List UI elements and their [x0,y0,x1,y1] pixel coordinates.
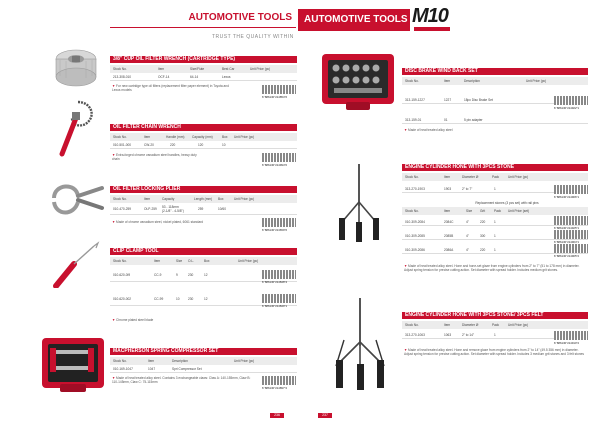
td: CW-20 [144,143,154,147]
td: 259 [198,207,204,211]
barcode-number: 8 '886130"214848"4 [262,280,288,284]
th: Stock No. [405,323,419,327]
barcode-number: 8 '886130"213659"6 [262,228,288,232]
note-text: Made of heat treated alloy steel. Hone and remove glaze from engine cylinders from 2" to 14" (49.5 356 mm) in diameter. Adjust spring tension for precise cutting action. Set diameter with spread holder. Includes 3 medium grit stones and 3 felt stones [404,348,585,356]
disc-brake-table-header [402,77,588,85]
th: Diameter Ø [462,175,479,179]
th: Pack [492,175,500,179]
spring-compressor-set-image [40,336,106,396]
clip-clamp-title: CLIP CLAMP TOOL [110,248,297,255]
td: 313-159-01 [405,118,422,122]
note-text: Made of heat treated alloy steel. Hone and hone-set glaze from engine cylinders from 2" to 7" (51 to 178 mm) in diameter. Adjust spring tension for precise cutting action. Set diameter with spread holder. Includes medium grit stones. [404,264,580,272]
td: 213-308-010 [113,75,132,79]
note-text: Extra-forged chrome vanadium steel handles, heavy duty chain [112,153,197,161]
cylinder-hone-felt-title: ENGINE CYLINDER HONE WITH 3PCS STONE/ 3PCS FELT [402,312,588,319]
chain-wrench-image [50,96,102,164]
th: O.L. [188,259,195,263]
caption-text: Replacement stones (3 pcs set) with rail pins [475,201,539,205]
th: Stock No. [113,259,127,263]
td: 313-270-1903 [405,187,425,191]
disc-brake-title: DISC BRAKE WIND BACK SET [402,68,588,75]
cup-wrench-table-header [110,65,297,73]
th: Box [218,197,224,201]
td: 010-309-2084 [405,220,425,224]
th: Unit Price (pc) [234,359,255,363]
th: Stock No. [113,67,127,71]
disc-brake-note: ▼ Made of heat treated alloy steel [404,128,453,132]
table-row [110,365,297,373]
td: 313-270-1063 [405,333,425,337]
barcode-number: 8 '886130"214994"0 [262,163,288,167]
td: 010-620-002 [113,297,132,301]
td: 220 [480,220,486,224]
td: 4" [466,248,469,252]
td: 1 [494,234,496,238]
th: Description [172,359,188,363]
td: 230 [188,273,194,277]
right-page-title: AUTOMOTIVE TOOLS [304,14,408,25]
barcode [554,244,588,253]
td: 220 [170,143,176,147]
th: Item [158,67,165,71]
th: Size [176,259,183,263]
brand-logo [412,5,452,33]
th: Item [154,259,161,263]
th: Unit Price (pc) [238,259,259,263]
th: Item [148,359,155,363]
td: Lexus [222,75,231,79]
barcode-number: 8 '886130"214905"2 [554,254,580,258]
td: CC-99 [154,297,164,301]
barcode [554,216,588,225]
td: 53 - 118mm (2-1/8" - 4-5/8") [162,205,184,213]
barcode-number: 8 '886130"214906"1 [554,195,580,199]
disc-brake-set-image [318,50,398,114]
locking-plier-image [48,178,106,224]
barcode [262,153,296,162]
td: 9 [176,273,178,277]
td: 1 [494,187,496,191]
td: 1063 [444,333,452,337]
page-number-right: 237 [318,413,332,418]
chain-wrench-note: ▼ Extra-forged chrome vanadium steel handles, heavy duty chain [112,153,197,161]
barcode [554,230,588,239]
clip-clamp-table-header [110,257,297,265]
note-text: For new cartridge type oil filters (replacement filter paper element) in Toyota and Lexus models [112,84,229,92]
barcode [262,85,296,94]
note-text: Made of heat treated alloy steel [408,128,453,132]
td: 18pc Disc Brake Set [464,98,493,102]
cylinder-hone-title: ENGINE CYLINDER HONE WITH 3PCS STONE [402,164,588,171]
spring-compressor-table-header [110,357,297,365]
barcode [554,96,588,105]
th: Box [222,135,228,139]
td: 12 [204,297,208,301]
td: 10 [222,143,226,147]
th: Stock No. [405,79,419,83]
th: Item [444,209,451,213]
th: Capacity (mm) [192,135,213,139]
cylinder-hone-felt-table-header [402,321,588,329]
brand-logo-text: M10 [412,5,448,27]
th: Stock No. [113,359,127,363]
th: Unit Price (pc) [250,67,271,71]
th: Best Car [222,67,235,71]
clip-clamp-note: ▼ Chrome plated steel blade [112,318,154,322]
barcode [262,376,296,385]
th: Item [444,79,451,83]
th: Unit Price (pc) [526,79,547,83]
td: 10 [176,297,180,301]
cup-wrench-note: ▼ For new cartridge type oil filters (replacement filter paper element) in Toyota and Lexus models [112,84,229,92]
td: 1 [494,220,496,224]
td: 010-309-2085 [405,234,425,238]
barcode-number: 8 '886130"214910"2 [554,341,580,345]
cylinder-hone-felt-note: ▼ Made of heat treated alloy steel. Hone and remove glaze from engine cylinders from 2" to 14" (49.5 356 mm) in diameter. Adjust spring tension for precise cutting action. Set diameter with spread holder. Includes 3 medium grit stones and 3 felt stones [404,348,585,356]
td: 1 [494,333,496,337]
th: Stock No. [405,209,419,213]
th: Stock No. [113,197,127,201]
cup-wrench-title: 3/8" CUP OIL FILTER WRENCH (CARTRIDGE TYPE) [110,56,297,63]
td: 1047 [148,367,156,371]
td: 1 [494,248,496,252]
th: Unit Price (pc) [234,197,255,201]
chain-wrench-table-header [110,133,297,141]
th: Unit Price (set) [508,209,530,213]
td: 64-14 [190,75,199,79]
barcode [262,294,296,303]
th: Item [144,197,151,201]
cup-filter-wrench-image [52,44,100,90]
td: 010-169-1047 [113,367,133,371]
cylinder-hone-felt-image [330,296,390,392]
th: Unit Price (pc) [508,175,529,179]
td: 5 pin adapter [464,118,483,122]
td: 010-501-000 [113,143,132,147]
brand-logo-bar [414,27,450,31]
th: Stock No. [113,135,127,139]
th: Pack [492,323,500,327]
replacement-stones-caption [402,199,552,207]
barcode [262,270,296,279]
cylinder-hone-image [334,162,384,244]
replacement-stones-table-header [402,207,588,215]
barcode-number: 8 '886130"214904"1 [554,240,580,244]
td: 2" to 14" [462,333,475,337]
spring-compressor-note: ▼ Made of heat treated alloy steel. Contains 3 exchangeable claws: Claw A: 140-155mm, Claw B: 110-145mm, Claw C: 75-115mm [112,376,251,384]
barcode-number: 8 '886130"214925"1 [554,226,580,230]
th: Description [464,79,480,83]
table-row [110,141,297,149]
td: 313-159-1227 [405,98,425,102]
th: Item [444,175,451,179]
td: 010-470-259 [113,207,132,211]
td: 1227 [444,98,452,102]
td: 1903 [444,187,452,191]
td: 12 [204,273,208,277]
td: 010-620-0I9 [113,273,131,277]
table-row [110,73,297,81]
td: 2" to 7" [462,187,473,191]
note-text: Made of chrome vanadium steel, nickel plated, 6061 standard [116,220,204,224]
th: Unit Price (pc) [508,323,529,327]
td: 010-309-2086 [405,248,425,252]
chain-wrench-title: OIL FILTER CHAIN WRENCH [110,124,297,131]
th: Item [144,135,151,139]
note-text: Made of heat treated alloy steel. Contains 3 exchangeable claws: Claw A: 140-155mm, Claw B: 110-145mm, Claw C: 75-115mm [112,376,251,384]
barcode-number: 8 '886130"214897"2 [262,386,288,390]
th: Box [204,259,210,263]
th: Length (mm) [194,197,213,201]
cylinder-hone-note: ▼ Made of heat treated alloy steel. Hone and hone-set glaze from engine cylinders from 2" to 7" (51 to 178 mm) in diameter. Adjust spring tension for precise cutting action. Set diameter with spread holder. Includes medium grit stones. [404,264,580,272]
td: 10/60 [218,207,226,211]
locking-plier-table-header [110,195,297,203]
th: Size/Flute [190,67,205,71]
table-row [402,116,588,124]
td: 4" [466,234,469,238]
barcode-number: 8 '886130"214849"1 [262,304,288,308]
td: 2084C [444,220,454,224]
th: Diameter Ø [462,323,479,327]
locking-plier-note: ▼ Made of chrome vanadium steel, nickel plated, 6061 standard [112,220,204,224]
tagline: TRUST THE QUALITY WITHIN [212,34,294,40]
td: 01 [444,118,448,122]
barcode-number: 8 '886130"214922"1 [554,106,580,110]
th: Stock No. [405,175,419,179]
td: Spri Compressor Set [172,367,202,371]
header-rule [110,27,296,28]
td: 300 [480,234,486,238]
th: Grit [480,209,486,213]
left-page-title: AUTOMOTIVE TOOLS [188,12,292,23]
th: Size [466,209,473,213]
barcode [554,185,588,194]
td: 230 [188,297,194,301]
clip-clamp-tool-image [52,240,102,288]
note-text: Chrome plated steel blade [116,318,154,322]
td: 120 [198,143,204,147]
barcode-number: 8 '886130"214854"6 [262,95,288,99]
th: Handle (mm) [166,135,185,139]
td: OCF-14 [158,75,170,79]
locking-plier-title: OIL FILTER LOCKING PLIER [110,186,297,193]
td: 2086A [444,248,454,252]
barcode [262,218,296,227]
td: 4" [466,220,469,224]
th: Unit Price (pc) [234,135,255,139]
td: OLP-259 [144,207,157,211]
td: 2085B [444,234,454,238]
spring-compressor-title: MACPHERSON SPRING COMPRESSOR SET [110,348,297,355]
right-page-title-banner [298,9,410,31]
td: CC-9 [154,273,162,277]
barcode [554,331,588,340]
page-number-left: 236 [270,413,284,418]
table-row [110,203,297,215]
td: 220 [480,248,486,252]
th: Pack [494,209,502,213]
th: Item [444,323,451,327]
th: Capacity [162,197,175,201]
cylinder-hone-table-header [402,173,588,181]
